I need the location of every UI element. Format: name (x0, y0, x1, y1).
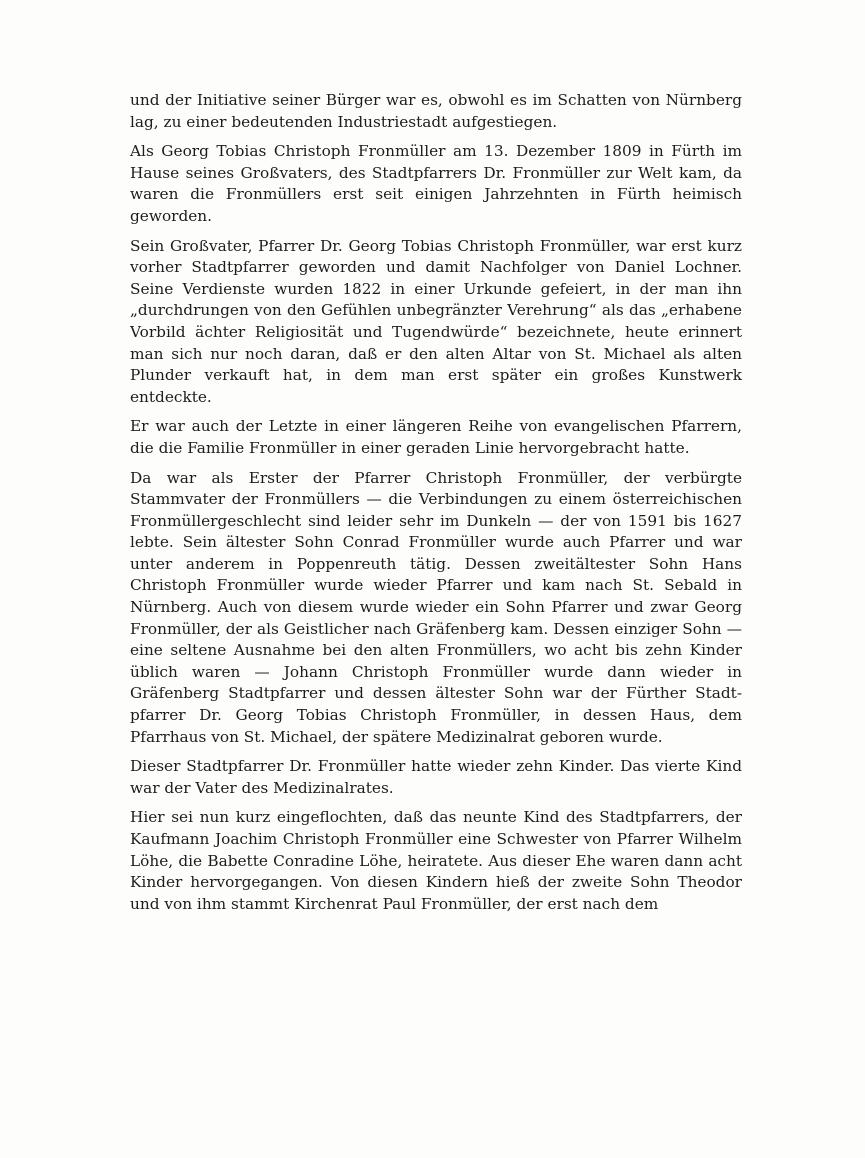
paragraph-5: Da war als Erster der Pfarrer Christoph Fronmüller, der verbürgte Stammvater der Fronmüllers — die Verbindungen zu einem österreichischen Fronmüllergeschlecht sind leider sehr im Dunkeln — der von 1591 bis 1627 lebte. Sein ältester Sohn Conrad Fronmüller wurde auch Pfarrer und war unter anderem in Poppenreuth tätig. Dessen zweitältester Sohn Hans Christoph Fronmüller wurde wieder Pfarrer und kam nach St. Sebald in Nürnberg. Auch von diesem wurde wieder ein Sohn Pfarrer und zwar Georg Fronmüller, der als Geistlicher nach Gräfenberg kam. Dessen einziger Sohn — eine seltene Ausnahme bei den alten Fronmüllers, wo acht bis zehn Kinder üblich waren — Johann Christoph Fronmüller wurde dann wieder in Gräfenberg Stadtpfarrer und dessen ältester Sohn war der Fürther Stadtpfarrer Dr. Georg Tobias Christoph Fronmüller, in dessen Haus, dem Pfarrhaus von St. Michael, der spätere Medizinalrat geboren wurde. (130, 468, 742, 746)
paragraph-7: Hier sei nun kurz eingeflochten, daß das neunte Kind des Stadtpfarrers, der Kaufmann Joachim Christoph Fronmüller eine Schwester von Pfarrer Wilhelm Löhe, die Babette Conradine Löhe, heiratete. Aus dieser Ehe waren dann acht Kinder hervorgegangen. Von diesen Kindern hieß der zweite Sohn Theodor und von ihm stammt Kirchenrat Paul Fronmüller, der erst nach dem (130, 808, 742, 913)
paragraph-2: Als Georg Tobias Christoph Fronmüller am 13. Dezember 1809 in Fürth im Hause seines Großvaters, des Stadtpfarrers Dr. Fronmüller zur Welt kam, da waren die Fronmüllers erst seit einigen Jahrzehnten in Fürth heimisch geworden. (130, 142, 742, 225)
paragraph-4: Er war auch der Letzte in einer längeren Reihe von evangelischen Pfarrern, die die Familie Fronmüller in einer geraden Linie hervorgebracht hatte. (130, 417, 742, 457)
paragraph-1: und der Initiative seiner Bürger war es, obwohl es im Schatten von Nürnberg lag, zu einer bedeutenden Industriestadt aufgestiegen. (130, 91, 742, 131)
body-text (130, 90, 742, 923)
paragraph-6: Dieser Stadtpfarrer Dr. Fronmüller hatte wieder zehn Kinder. Das vierte Kind war der Vater des Medizinalrates. (130, 757, 742, 797)
paragraph-3: Sein Großvater, Pfarrer Dr. Georg Tobias Christoph Fronmüller, war erst kurz vorher Stadtpfarrer geworden und damit Nachfolger von Daniel Lochner. Seine Verdienste wurden 1822 in einer Urkunde gefeiert, in der man ihn „durchdrungen von den Gefühlen unbegränzter Verehrung“ als das „erhabene Vorbild ächter Religiosität und Tugendwürde“ bezeichnete, heute erinnert man sich nur noch daran, daß er den alten Altar von St. Michael als alten Plunder verkauft hat, in dem man erst später ein großes Kunstwerk entdeckte. (130, 236, 742, 406)
